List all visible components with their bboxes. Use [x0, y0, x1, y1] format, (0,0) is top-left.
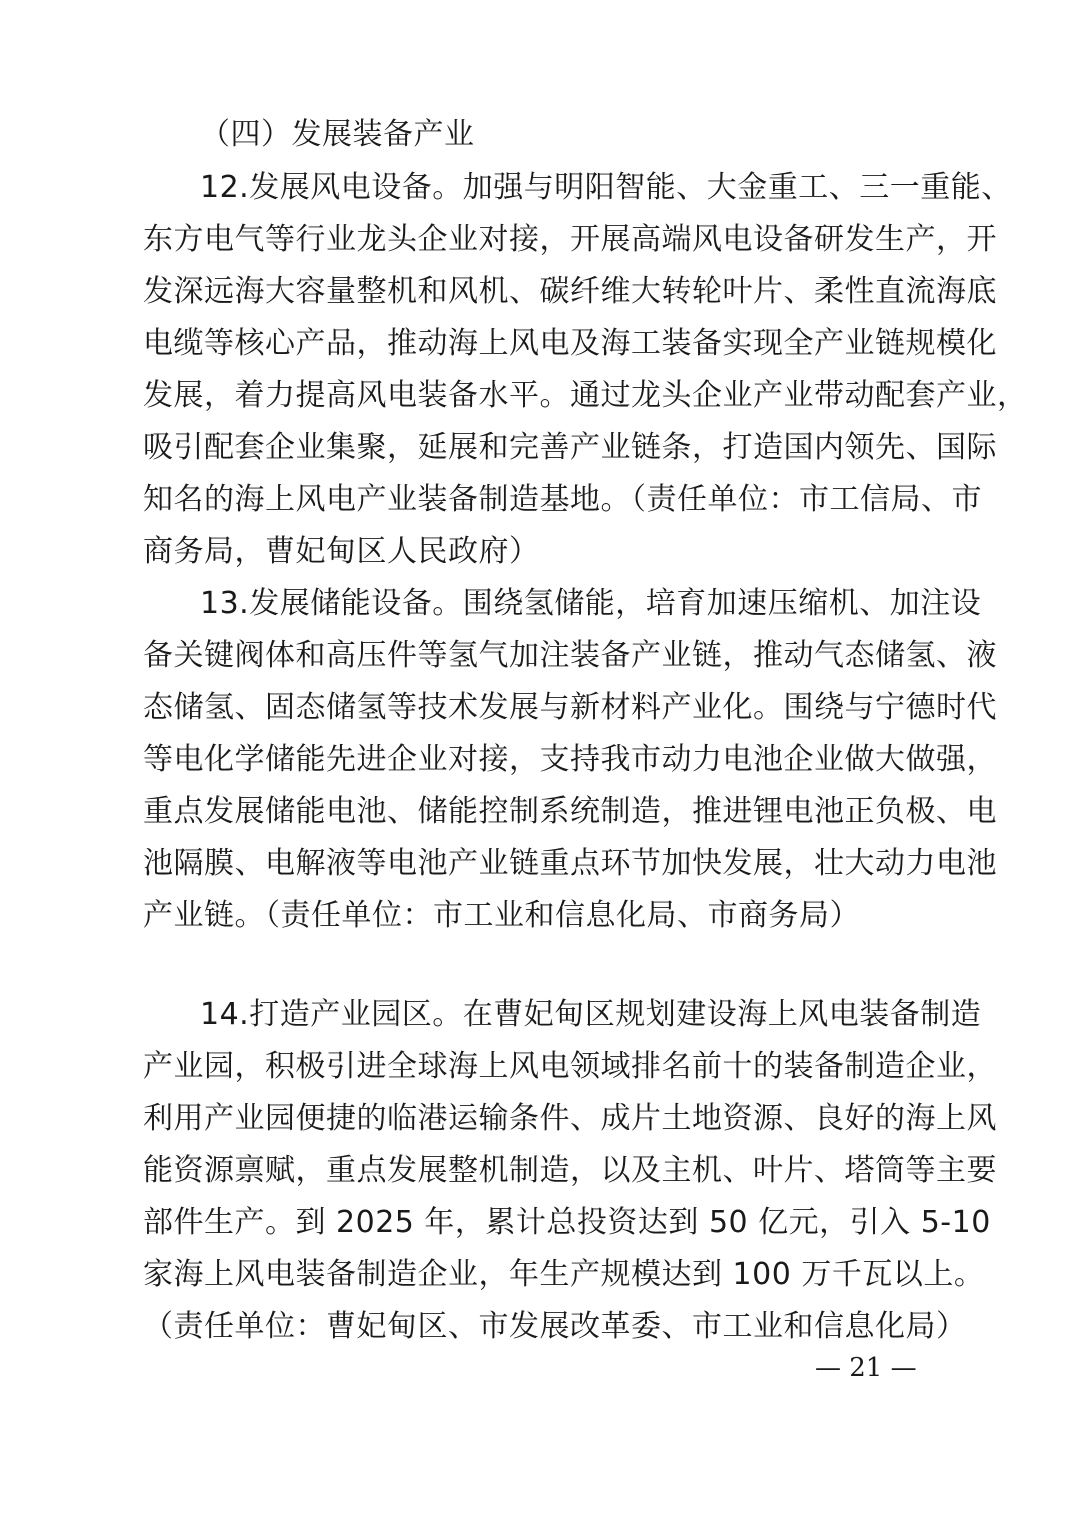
paragraph-13-line: 态储氢、固态储氢等技术发展与新材料产业化。围绕与宁德时代: [143, 690, 997, 725]
paragraph-14-line: （责任单位：曹妃甸区、市发展改革委、市工业和信息化局）: [143, 1309, 967, 1344]
paragraph-12-line: 商务局，曹妃甸区人民政府）: [143, 534, 540, 569]
paragraph-14-line: 产业园，积极引进全球海上风电领域排名前十的装备制造企业，: [143, 1049, 997, 1084]
paragraph-14-line: 能资源禀赋，重点发展整机制造，以及主机、叶片、塔筒等主要: [143, 1153, 997, 1188]
paragraph-12-line: 知名的海上风电产业装备制造基地。（责任单位：市工信局、市: [143, 482, 982, 517]
section-heading: （四）发展装备产业: [200, 117, 475, 152]
paragraph-14-line: 利用产业园便捷的临港运输条件、成片土地资源、良好的海上风: [143, 1101, 997, 1136]
paragraph-14-line: 14.打造产业园区。在曹妃甸区规划建设海上风电装备制造: [200, 997, 982, 1032]
paragraph-13-line: 13.发展储能设备。围绕氢储能，培育加速压缩机、加注设: [200, 586, 982, 621]
paragraph-13-line: 备关键阀体和高压件等氢气加注装备产业链，推动气态储氢、液: [143, 638, 997, 673]
paragraph-13-line: 池隔膜、电解液等电池产业链重点环节加快发展，壮大动力电池: [143, 846, 997, 881]
paragraph-14-line: 家海上风电装备制造企业，年生产规模达到 100 万千瓦以上。: [143, 1257, 985, 1292]
page-number: — 21 —: [815, 1353, 917, 1383]
paragraph-12-line: 发展，着力提高风电装备水平。通过龙头企业产业带动配套产业，: [143, 378, 1028, 413]
paragraph-13-line: 产业链。（责任单位：市工业和信息化局、市商务局）: [143, 898, 860, 933]
paragraph-13-line: 重点发展储能电池、储能控制系统制造，推进锂电池正负极、电: [143, 794, 997, 829]
paragraph-14-line: 部件生产。到 2025 年，累计总投资达到 50 亿元，引入 5-10: [143, 1205, 991, 1240]
paragraph-12-line: 东方电气等行业龙头企业对接，开展高端风电设备研发生产，开: [143, 222, 997, 257]
paragraph-12-line: 12.发展风电设备。加强与明阳智能、大金重工、三一重能、: [200, 170, 1012, 205]
paragraph-12-line: 发深远海大容量整机和风机、碳纤维大转轮叶片、柔性直流海底: [143, 274, 997, 309]
paragraph-12-line: 电缆等核心产品，推动海上风电及海工装备实现全产业链规模化: [143, 326, 997, 361]
paragraph-12-line: 吸引配套企业集聚，延展和完善产业链条，打造国内领先、国际: [143, 430, 997, 465]
paragraph-13-line: 等电化学储能先进企业对接，支持我市动力电池企业做大做强，: [143, 742, 997, 777]
